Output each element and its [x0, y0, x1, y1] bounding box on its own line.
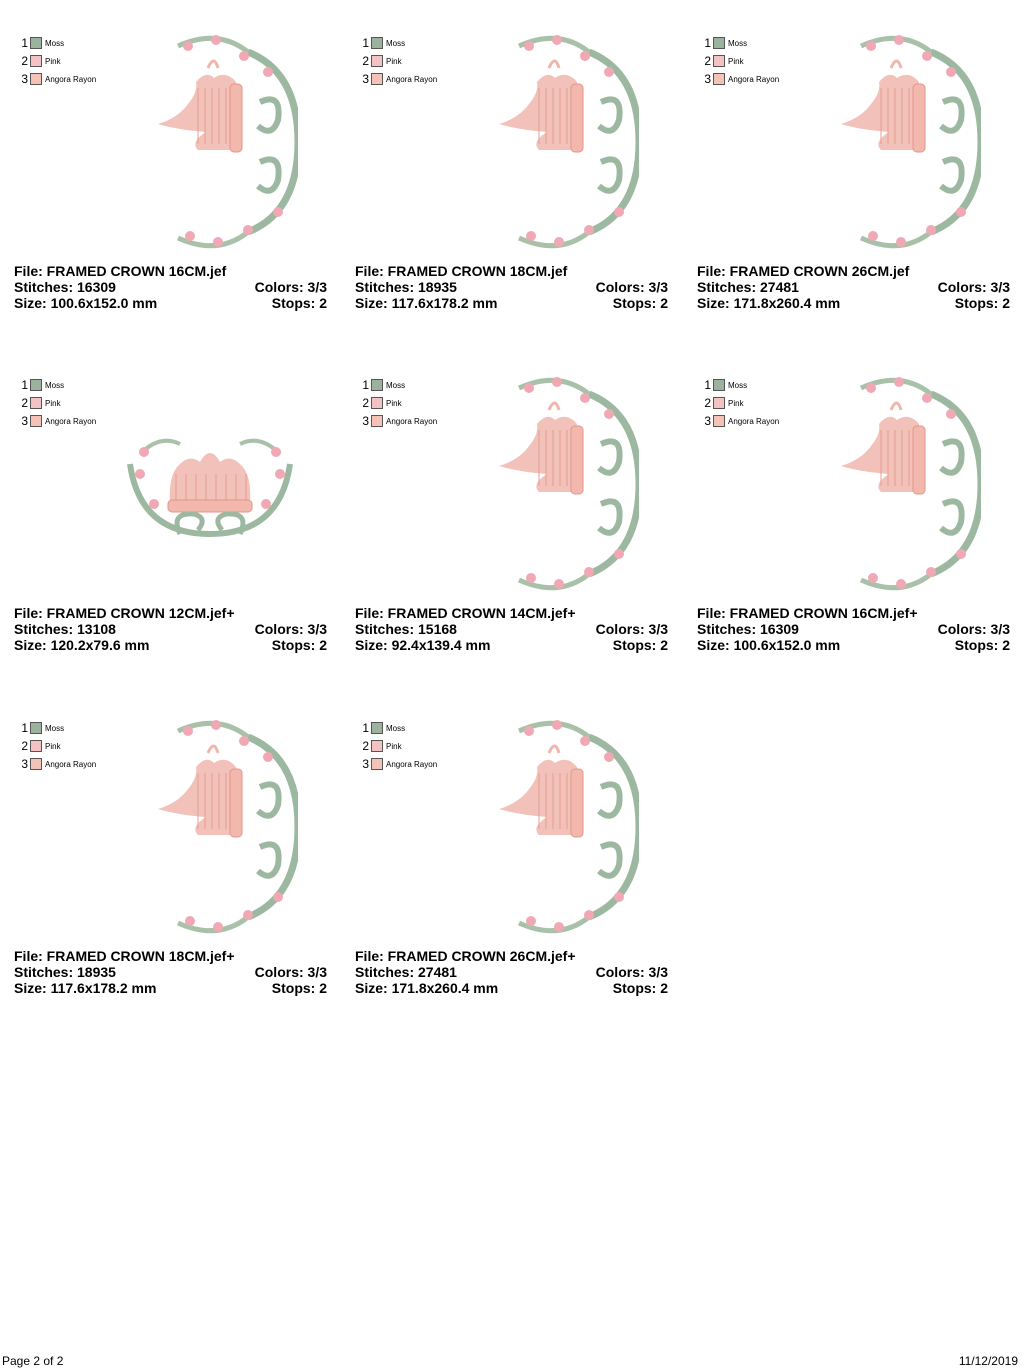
- color-swatch: [371, 415, 383, 427]
- legend-thread-name: Pink: [45, 56, 61, 66]
- design-info: [697, 263, 1010, 311]
- design-size: Size: 100.6x152.0 mm: [697, 637, 841, 653]
- stop-count: Stops: 2: [271, 295, 327, 311]
- file-name: File: FRAMED CROWN 12CM.jef+: [14, 605, 235, 621]
- legend-row: [20, 376, 96, 394]
- legend-number: 1: [21, 378, 28, 392]
- stop-count: Stops: 2: [954, 637, 1010, 653]
- legend-thread-name: Angora Rayon: [45, 74, 97, 84]
- legend-thread-name: Pink: [728, 56, 744, 66]
- color-swatch: [371, 740, 383, 752]
- thread-legend: [703, 34, 779, 88]
- legend-number: 2: [704, 396, 711, 410]
- design-size: Size: 100.6x152.0 mm: [14, 295, 158, 311]
- embroidery-preview: [148, 717, 298, 942]
- legend-number: 1: [704, 36, 711, 50]
- design-info: [14, 605, 327, 653]
- color-swatch: [713, 397, 725, 409]
- color-count: Colors: 3/3: [595, 964, 668, 980]
- legend-number: 3: [704, 72, 711, 86]
- legend-row: [20, 719, 96, 737]
- legend-number: 3: [362, 72, 369, 86]
- design-info: [355, 948, 668, 996]
- design-size: Size: 171.8x260.4 mm: [697, 295, 841, 311]
- color-count: Colors: 3/3: [595, 279, 668, 295]
- design-card: [14, 26, 334, 326]
- legend-number: 1: [21, 721, 28, 735]
- file-name: File: FRAMED CROWN 16CM.jef: [14, 263, 227, 279]
- legend-thread-name: Moss: [386, 38, 406, 48]
- legend-row: [703, 376, 779, 394]
- legend-thread-name: Angora Rayon: [728, 416, 780, 426]
- file-name: File: FRAMED CROWN 26CM.jef: [697, 263, 910, 279]
- legend-thread-name: Moss: [386, 380, 406, 390]
- legend-number: 1: [704, 378, 711, 392]
- legend-number: 1: [362, 721, 369, 735]
- design-card: [355, 368, 675, 668]
- legend-thread-name: Moss: [45, 380, 65, 390]
- legend-thread-name: Moss: [45, 723, 65, 733]
- legend-thread-name: Pink: [45, 741, 61, 751]
- legend-row: [20, 412, 96, 430]
- color-swatch: [30, 740, 42, 752]
- legend-thread-name: Pink: [386, 56, 402, 66]
- legend-number: 1: [21, 36, 28, 50]
- legend-thread-name: Angora Rayon: [386, 74, 438, 84]
- file-name: File: FRAMED CROWN 26CM.jef+: [355, 948, 576, 964]
- color-swatch: [30, 722, 42, 734]
- legend-thread-name: Pink: [728, 398, 744, 408]
- stop-count: Stops: 2: [954, 295, 1010, 311]
- stitch-count: Stitches: 16309: [14, 279, 116, 295]
- legend-row: [361, 70, 437, 88]
- legend-row: [361, 755, 437, 773]
- legend-number: 3: [21, 757, 28, 771]
- legend-thread-name: Pink: [386, 741, 402, 751]
- legend-number: 3: [21, 414, 28, 428]
- design-info: [355, 605, 668, 653]
- color-swatch: [713, 379, 725, 391]
- file-name: File: FRAMED CROWN 18CM.jef+: [14, 948, 235, 964]
- color-swatch: [30, 73, 42, 85]
- color-swatch: [371, 722, 383, 734]
- legend-row: [703, 52, 779, 70]
- legend-number: 1: [362, 378, 369, 392]
- embroidery-preview: [489, 717, 639, 942]
- legend-thread-name: Angora Rayon: [45, 759, 97, 769]
- legend-number: 3: [704, 414, 711, 428]
- stitch-count: Stitches: 27481: [355, 964, 457, 980]
- legend-number: 3: [362, 757, 369, 771]
- legend-row: [20, 34, 96, 52]
- stitch-count: Stitches: 27481: [697, 279, 799, 295]
- stop-count: Stops: 2: [612, 295, 668, 311]
- embroidery-preview: [831, 32, 981, 257]
- legend-row: [361, 52, 437, 70]
- color-swatch: [30, 37, 42, 49]
- embroidery-preview: [489, 32, 639, 257]
- color-swatch: [371, 379, 383, 391]
- page-number: Page 2 of 2: [2, 1354, 64, 1368]
- design-info: [355, 263, 668, 311]
- legend-thread-name: Moss: [728, 380, 748, 390]
- legend-number: 3: [362, 414, 369, 428]
- color-count: Colors: 3/3: [254, 964, 327, 980]
- embroidery-preview: [120, 434, 300, 549]
- legend-row: [20, 52, 96, 70]
- legend-number: 2: [704, 54, 711, 68]
- design-card: [355, 26, 675, 326]
- legend-row: [20, 755, 96, 773]
- legend-row: [703, 70, 779, 88]
- color-count: Colors: 3/3: [254, 279, 327, 295]
- color-swatch: [371, 758, 383, 770]
- embroidery-preview: [489, 374, 639, 599]
- color-swatch: [371, 37, 383, 49]
- color-swatch: [30, 379, 42, 391]
- legend-number: 2: [362, 396, 369, 410]
- color-swatch: [713, 73, 725, 85]
- file-name: File: FRAMED CROWN 18CM.jef: [355, 263, 568, 279]
- stop-count: Stops: 2: [612, 980, 668, 996]
- stitch-count: Stitches: 16309: [697, 621, 799, 637]
- color-swatch: [371, 73, 383, 85]
- legend-thread-name: Moss: [45, 38, 65, 48]
- color-count: Colors: 3/3: [254, 621, 327, 637]
- legend-row: [361, 412, 437, 430]
- legend-row: [361, 737, 437, 755]
- legend-thread-name: Pink: [45, 398, 61, 408]
- legend-row: [361, 34, 437, 52]
- design-size: Size: 117.6x178.2 mm: [14, 980, 157, 996]
- thread-legend: [20, 376, 96, 430]
- legend-number: 1: [362, 36, 369, 50]
- thread-legend: [361, 719, 437, 773]
- design-size: Size: 171.8x260.4 mm: [355, 980, 499, 996]
- legend-number: 2: [21, 739, 28, 753]
- color-swatch: [713, 37, 725, 49]
- design-info: [14, 263, 327, 311]
- legend-thread-name: Moss: [728, 38, 748, 48]
- design-card: [14, 368, 334, 668]
- legend-thread-name: Angora Rayon: [45, 416, 97, 426]
- legend-number: 3: [21, 72, 28, 86]
- design-card: [697, 26, 1017, 326]
- design-card: [355, 711, 675, 1011]
- legend-number: 2: [362, 739, 369, 753]
- stop-count: Stops: 2: [271, 637, 327, 653]
- legend-row: [361, 394, 437, 412]
- legend-thread-name: Angora Rayon: [386, 759, 438, 769]
- file-name: File: FRAMED CROWN 16CM.jef+: [697, 605, 918, 621]
- legend-thread-name: Pink: [386, 398, 402, 408]
- stitch-count: Stitches: 18935: [355, 279, 457, 295]
- design-info: [697, 605, 1010, 653]
- embroidery-preview: [831, 374, 981, 599]
- stitch-count: Stitches: 13108: [14, 621, 116, 637]
- design-info: [14, 948, 327, 996]
- thread-legend: [361, 376, 437, 430]
- stop-count: Stops: 2: [612, 637, 668, 653]
- thread-legend: [20, 34, 96, 88]
- stitch-count: Stitches: 18935: [14, 964, 116, 980]
- thread-legend: [703, 376, 779, 430]
- legend-number: 2: [362, 54, 369, 68]
- color-swatch: [371, 397, 383, 409]
- legend-number: 2: [21, 396, 28, 410]
- color-swatch: [30, 397, 42, 409]
- thread-legend: [361, 34, 437, 88]
- legend-thread-name: Moss: [386, 723, 406, 733]
- color-swatch: [713, 415, 725, 427]
- color-swatch: [371, 55, 383, 67]
- legend-row: [703, 394, 779, 412]
- legend-thread-name: Angora Rayon: [728, 74, 780, 84]
- color-count: Colors: 3/3: [937, 279, 1010, 295]
- legend-thread-name: Angora Rayon: [386, 416, 438, 426]
- legend-row: [20, 394, 96, 412]
- design-card: [697, 368, 1017, 668]
- thread-legend: [20, 719, 96, 773]
- color-count: Colors: 3/3: [937, 621, 1010, 637]
- legend-row: [20, 70, 96, 88]
- legend-row: [703, 412, 779, 430]
- legend-row: [20, 737, 96, 755]
- color-swatch: [30, 415, 42, 427]
- color-swatch: [30, 758, 42, 770]
- print-date: 11/12/2019: [958, 1354, 1018, 1368]
- stitch-count: Stitches: 15168: [355, 621, 457, 637]
- color-count: Colors: 3/3: [595, 621, 668, 637]
- design-size: Size: 117.6x178.2 mm: [355, 295, 498, 311]
- color-swatch: [713, 55, 725, 67]
- legend-row: [703, 34, 779, 52]
- legend-number: 2: [21, 54, 28, 68]
- file-name: File: FRAMED CROWN 14CM.jef+: [355, 605, 576, 621]
- stop-count: Stops: 2: [271, 980, 327, 996]
- design-size: Size: 92.4x139.4 mm: [355, 637, 491, 653]
- embroidery-preview: [148, 32, 298, 257]
- legend-row: [361, 376, 437, 394]
- color-swatch: [30, 55, 42, 67]
- design-card: [14, 711, 334, 1011]
- legend-row: [361, 719, 437, 737]
- design-size: Size: 120.2x79.6 mm: [14, 637, 150, 653]
